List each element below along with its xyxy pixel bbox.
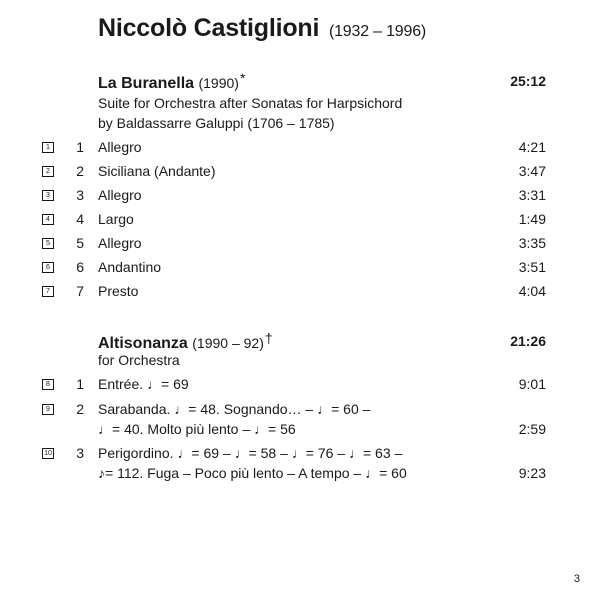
track-duration: 9:01 [518,376,546,392]
track-duration: 4:04 [518,283,546,299]
work-title [98,70,245,93]
track-row-continuation [0,464,600,482]
composer-heading [98,14,426,43]
movement-number: 4 [76,211,84,227]
track-row [0,210,600,228]
movement-title: Allegro [98,187,142,203]
track-number-box: 3 [42,190,54,201]
track-number-box: 1 [42,142,54,153]
page-number: 3 [573,573,580,585]
movement-title-line2: ♪= 112. Fuga – Poco più lento – A tempo – ♩= 60 [98,465,407,481]
track-row-continuation [0,420,600,438]
track-duration: 3:47 [518,163,546,179]
movement-number: 3 [76,445,84,461]
movement-title: Entrée. ♩= 69 [98,376,189,392]
work-name: Altisonanza [98,335,188,352]
track-number-box: 8 [42,379,54,390]
movement-title: Presto [98,283,139,299]
movement-number: 2 [76,401,84,417]
movement-number: 2 [76,163,84,179]
track-number-box: 9 [42,404,54,415]
track-number-box: 5 [42,238,54,249]
movement-number: 7 [76,283,84,299]
work-year: (1990) [198,75,239,91]
track-row [0,234,600,252]
track-number-box: 10 [42,448,54,459]
work-total-duration: 21:26 [510,333,546,349]
track-row [0,375,600,393]
movement-number: 6 [76,259,84,275]
track-row [0,444,600,462]
track-duration: 3:51 [518,259,546,275]
work-subtitle: by Baldassarre Galuppi (1706 – 1785) [98,115,335,131]
track-row [0,400,600,418]
movement-title: Andantino [98,259,162,275]
movement-number: 3 [76,187,84,203]
work-total-duration: 25:12 [510,73,546,89]
movement-number: 1 [76,139,84,155]
track-number-box: 6 [42,262,54,273]
track-row [0,138,600,156]
movement-title: Sarabanda. ♩= 48. Sognando… – ♩= 60 – [98,401,371,417]
track-number-box: 4 [42,214,54,225]
movement-title-line2: ♩= 40. Molto più lento – ♩= 56 [98,421,296,437]
track-duration: 4:21 [518,139,546,155]
composer-dates: (1932 – 1996) [328,23,427,40]
track-row [0,282,600,300]
track-row [0,258,600,276]
movement-title: Allegro [98,235,142,251]
track-duration: 2:59 [518,421,546,437]
track-row [0,186,600,204]
movement-number: 1 [76,376,84,392]
movement-title: Largo [98,211,134,227]
work-subtitle: Suite for Orchestra after Sonatas for Harpsichord [98,95,403,111]
movement-number: 5 [76,235,84,251]
track-duration: 3:35 [518,235,546,251]
composer-name: Niccolò Castiglioni [98,14,320,42]
track-duration: 3:31 [518,187,546,203]
track-number-box: 2 [42,166,54,177]
work-year: (1990 – 92) [192,335,264,351]
track-duration: 1:49 [518,211,546,227]
movement-title: Allegro [98,139,142,155]
track-number-box: 7 [42,286,54,297]
movement-title: Perigordino. ♩= 69 – ♩= 58 – ♩= 76 – ♩= 63 – [98,445,403,461]
work-subtitle: for Orchestra [98,352,180,368]
movement-title: Siciliana (Andante) [98,163,216,179]
work-name: La Buranella [98,75,195,92]
work-title [98,330,273,353]
track-duration: 9:23 [518,465,546,481]
footnote-mark: † [264,330,273,346]
track-row [0,162,600,180]
footnote-mark: * [239,70,246,86]
